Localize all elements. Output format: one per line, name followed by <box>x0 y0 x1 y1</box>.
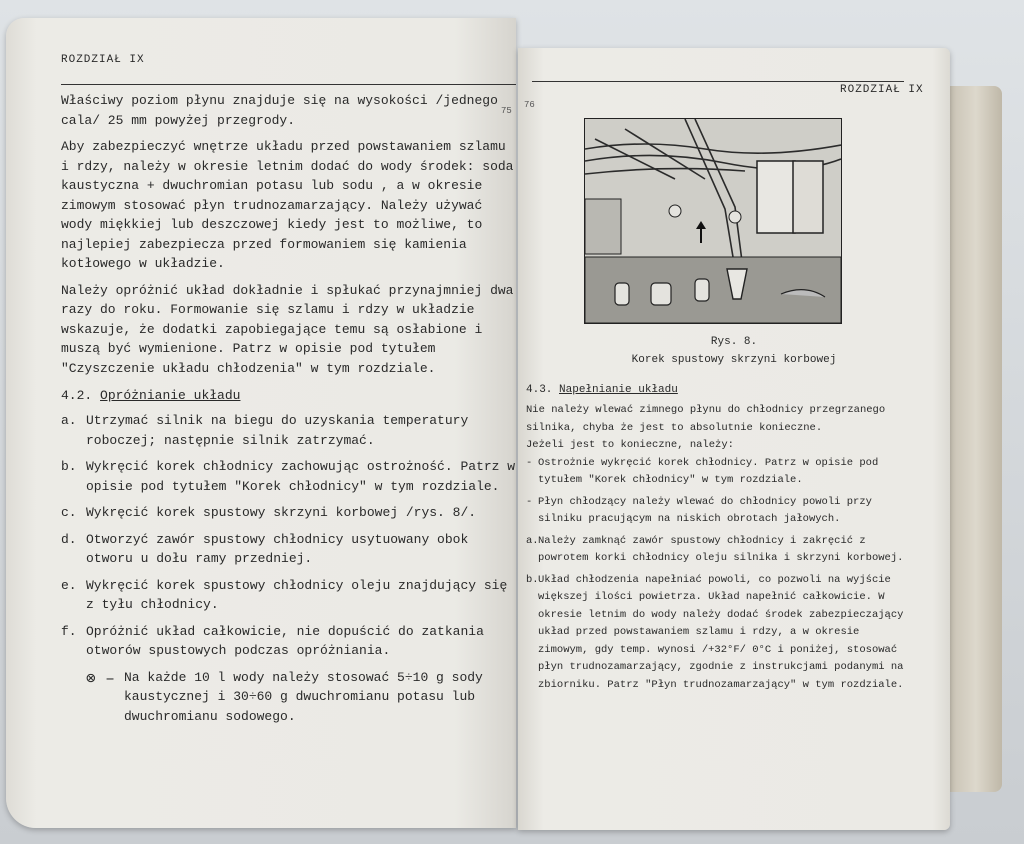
paragraph-1: Właściwy poziom płynu znajduje się na wysokości /jednego cala/ 25 mm powyżej przegrody. <box>61 93 498 128</box>
item-text: Wykręcić korek chłodnicy zachowując ostrożność. Patrz w opisie pod tytułem "Korek chłodnicy" w tym rozdziale. <box>86 459 516 494</box>
open-book <box>0 18 1010 838</box>
paragraph-2: Aby zabezpieczyć wnętrze układu przed powstawaniem szlamu i rdzy, należy w okresie letnim dodać do wody środek: soda kaustyczna + dwuchromian potasu lub sodu , a w okresie zimowym stosować płyn trudnozamarzający. Należy używać wody miękkiej lub deszczowej kiedy jest to możliwe, to najlepiej zabezpiecza przed formowaniem się kamienia kotłowego w układzie. <box>61 139 514 271</box>
left-page-number: 75 <box>501 106 512 116</box>
intro-condition: Jeżeli jest to konieczne, należy: <box>526 439 734 451</box>
item-label: a. <box>61 413 77 428</box>
list-item <box>61 576 516 615</box>
list-item <box>526 572 906 695</box>
dash-text: Płyn chłodzący należy wlewać do chłodnicy powoli przy silniku pracującym na niskich obrotach jałowych. <box>538 495 872 525</box>
left-header-rule <box>61 84 516 85</box>
figure-caption: Korek spustowy skrzyni korbowej <box>631 354 837 366</box>
item-text: Utrzymać silnik na biegu do uzyskania temperatury roboczej; następnie silnik zatrzymać. <box>86 413 469 448</box>
right-page-number: 76 <box>524 100 535 110</box>
item-label: c. <box>61 505 77 520</box>
dash-label: - <box>526 495 533 508</box>
list-item <box>61 530 516 569</box>
right-page <box>518 48 950 830</box>
item-label: b. <box>61 459 77 474</box>
list-item <box>61 622 516 661</box>
dash-text: Ostrożnie wykręcić korek chłodnicy. Patrz w opisie pod tytułem "Korek chłodnicy" w tym rozdziale. <box>538 456 879 486</box>
item-label: d. <box>61 531 77 547</box>
engine-figure-rys-8 <box>584 118 842 324</box>
item-text: Opróżnić układ całkowicie, nie dopuścić do zatkania otworów spustowych podczas opróżniania. <box>86 623 484 658</box>
item-text: Otworzyć zawór spustowy chłodnicy usytuowany obok otworu u dołu ramy przedniej. <box>86 531 469 566</box>
section-title: Napełnianie układu <box>559 384 678 396</box>
item-text: Wykręcić korek spustowy chłodnicy oleju znajdujący się z tyłu chłodnicy. <box>86 577 508 612</box>
footnote-item <box>86 668 516 727</box>
item-label: f. <box>61 623 77 639</box>
list-item <box>61 411 516 450</box>
section-heading-4-3 <box>526 384 906 396</box>
list-item <box>526 533 906 568</box>
section-number: 4.3. <box>526 384 553 396</box>
left-page <box>6 18 516 828</box>
right-header-rule <box>532 81 904 82</box>
section-heading-4-2 <box>61 388 516 403</box>
item-text: Należy zamknąć zawór spustowy chłodnicy i zakręcić z powrotem korki chłodnicy oleju silnika i skrzyni korbowej. <box>538 534 904 564</box>
item-label: a. <box>526 534 539 547</box>
item-label: b. <box>526 573 539 586</box>
item-label: e. <box>61 577 77 593</box>
dash-item <box>526 455 906 490</box>
page-edges <box>950 86 1002 792</box>
list-item <box>61 457 516 496</box>
footnote-symbol: ⊗ – <box>86 669 115 688</box>
paragraph-3: Należy opróżnić układ dokładnie i spłukać przynajmniej dwa razy do roku. Formowanie się szlamu i rdzy w układzie wskazuje, że dodatki zapobiegające temu są osłabione i muszą być wymienione. Patrz w opisie pod tytułem "Czyszczenie układu chłodzenia" w tym rozdziale. <box>61 282 514 376</box>
figure-label: Rys. 8. <box>710 336 758 348</box>
right-running-head: ROZDZIAŁ IX <box>840 84 924 96</box>
section-title: Opróżnianie układu <box>100 388 241 403</box>
engine-illustration <box>585 119 841 323</box>
footnote-text: Na każde 10 l wody należy stosować 5÷10 g sody kaustycznej i 30÷60 g dwuchromianu potasu lub dwuchromianu sodowego. <box>124 669 483 724</box>
section-number: 4.2. <box>61 388 93 403</box>
dash-label: - <box>526 456 533 469</box>
left-running-head: ROZDZIAŁ IX <box>61 54 145 66</box>
item-text: Wykręcić korek spustowy skrzyni korbowej /rys. 8/. <box>86 505 477 520</box>
list-item <box>61 503 516 523</box>
item-text: Układ chłodzenia napełniać powoli, co pozwoli na wyjście większej ilości powietrza. Układ napełnić całkowicie. W okresie letnim do wody należy dodać środek zabezpieczający układ przed powstawaniem szlamu i rdzy, a w okresie zimowym, gdy temp. wynosi /+32°F/ 0°C i poniżej, stosować płyn trudnozamarzający, zgodnie z instrukcjami podanymi na zbiorniku. Patrz "Płyn trudnozamarzający" w tym rozdziale. <box>538 573 904 691</box>
intro-paragraph: Nie należy wlewać zimnego płynu do chłodnicy przegrzanego silnika, chyba że jest to absolutnie konieczne. <box>526 404 886 434</box>
dash-item <box>526 494 906 529</box>
